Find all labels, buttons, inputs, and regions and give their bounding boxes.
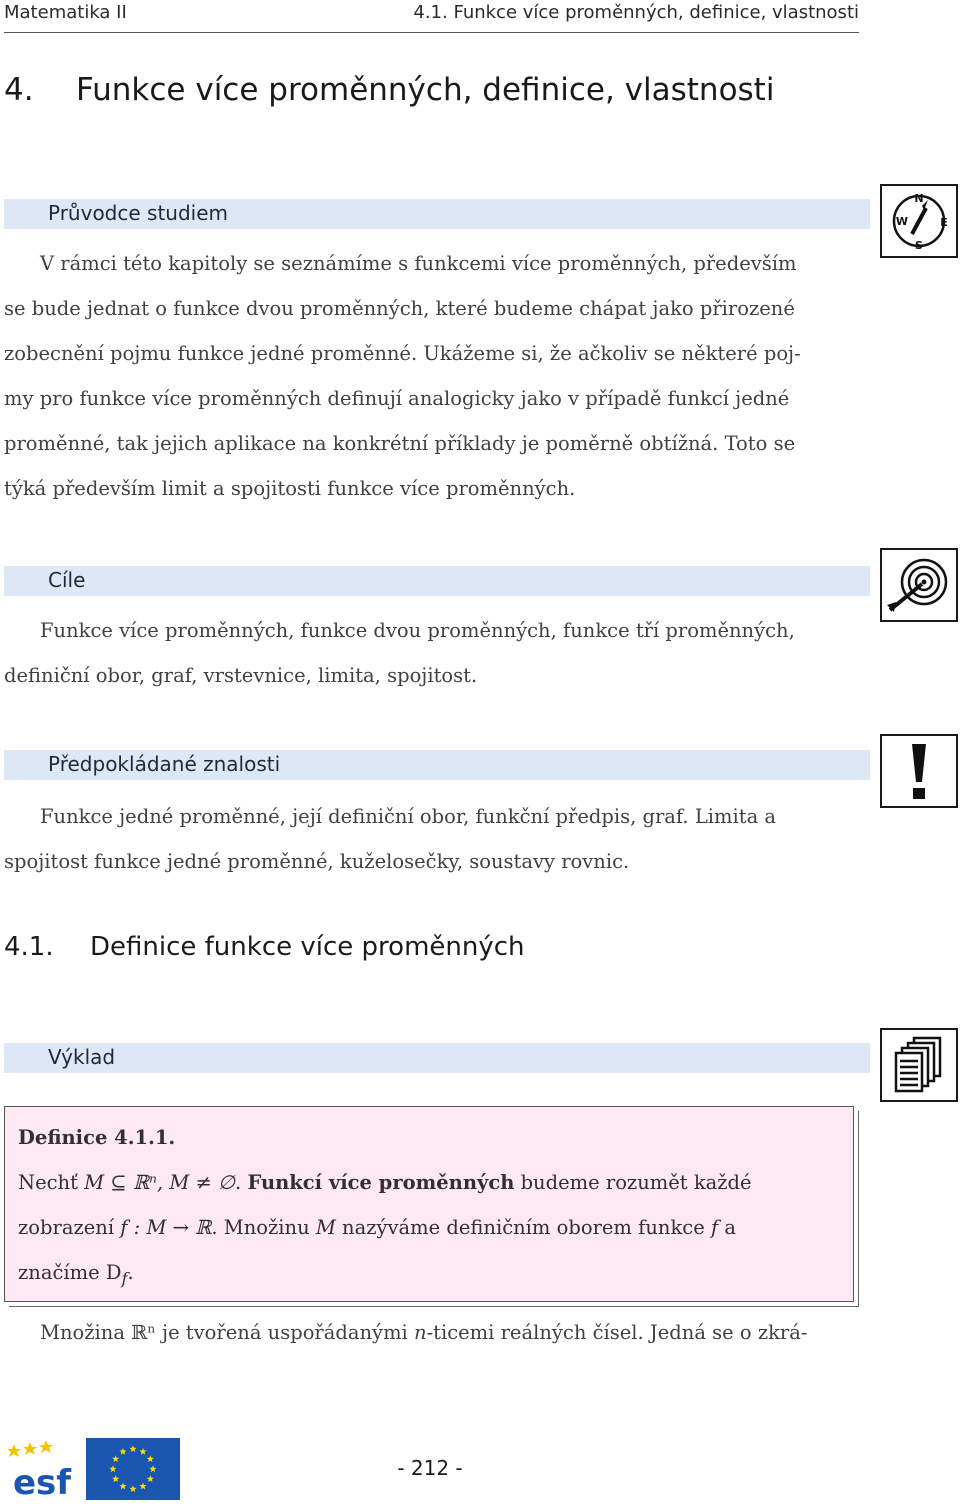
running-header-left: Matematika II xyxy=(4,2,127,23)
pruvodce-line: my pro funkce více proměnných definují analogicky jako v případě funkcí jedné xyxy=(4,387,790,410)
svg-text:E: E xyxy=(940,216,948,229)
pruvodce-line: zobecnění pojmu funkce jedné proměnné. Ukážeme si, že ačkoliv se některé poj- xyxy=(4,342,801,365)
definition-text: Nechť xyxy=(18,1171,85,1194)
section-number: 4.1. xyxy=(4,932,54,962)
definition-term: Funkcí více proměnných xyxy=(247,1171,515,1194)
cile-line: Funkce více proměnných, funkce dvou proměnných, funkce tří proměnných, xyxy=(40,619,795,642)
eu-star xyxy=(129,1445,136,1452)
pruvodce-line: týká především limit a spojitosti funkce více proměnných. xyxy=(4,477,576,500)
definition-math: M xyxy=(315,1216,336,1239)
body-text: je tvořená uspořádanými xyxy=(155,1321,414,1344)
definition-math: f : M → ℝ xyxy=(120,1216,212,1239)
znalosti-band xyxy=(4,750,870,780)
definition-line xyxy=(18,1250,848,1301)
definition-text: zobrazení xyxy=(18,1216,121,1239)
pruvodce-title: Průvodce studiem xyxy=(48,201,229,225)
esf-logo-text: esf xyxy=(12,1463,72,1500)
definition-title: Definice 4.1.1. xyxy=(18,1126,176,1149)
eu-star xyxy=(112,1475,119,1482)
body-text: -ticemi reálných čísel. Jedná se o zkrá- xyxy=(426,1321,808,1344)
target-icon xyxy=(880,548,958,622)
definition-text: . xyxy=(235,1171,248,1194)
exclamation-icon xyxy=(880,734,958,808)
after-definition-line xyxy=(4,1310,860,1355)
chapter-heading xyxy=(4,72,774,108)
eu-star xyxy=(149,1465,156,1472)
definition-text: budeme rozumět každé xyxy=(514,1171,752,1194)
pruvodce-line: proměnné, tak jejich aplikace na konkrétní příklady je poměrně obtížná. Toto se xyxy=(4,432,796,455)
documents-icon xyxy=(880,1028,958,1102)
eu-star xyxy=(119,1448,126,1455)
esf-logo xyxy=(4,1438,80,1500)
definition-line xyxy=(18,1160,848,1205)
cile-line: definiční obor, graf, vrstevnice, limita, spojitost. xyxy=(4,664,478,687)
definition-math: M ⊆ ℝⁿ, M ≠ ∅ xyxy=(84,1171,236,1194)
body-text: Množina xyxy=(40,1321,132,1344)
vyklad-band xyxy=(4,1043,870,1073)
definition-text: . xyxy=(127,1261,134,1284)
pruvodce-line: se bude jednat o funkce dvou proměnných, které budeme chápat jako přirozené xyxy=(4,297,795,320)
page-number: - 212 - xyxy=(397,1456,463,1480)
svg-text:W: W xyxy=(895,215,909,228)
definition-text: a xyxy=(718,1216,736,1239)
eu-star xyxy=(112,1455,119,1462)
eu-star xyxy=(129,1485,136,1492)
znalosti-line: spojitost funkce jedné proměnné, kuželosečky, soustavy rovnic. xyxy=(4,850,630,873)
section-heading xyxy=(4,932,525,962)
after-definition-text xyxy=(4,1310,860,1355)
section-title: Definice funkce více proměnných xyxy=(90,932,525,962)
definition-math: f xyxy=(710,1216,719,1239)
pruvodce-band xyxy=(4,199,870,229)
svg-text:N: N xyxy=(914,192,924,205)
eu-star xyxy=(147,1455,154,1462)
chapter-number: 4. xyxy=(4,72,34,108)
definition-math: D xyxy=(105,1261,122,1284)
cile-band xyxy=(4,566,870,596)
cile-text xyxy=(4,608,860,698)
body-math: n xyxy=(414,1321,427,1344)
definition-subscript: f xyxy=(121,1268,128,1288)
definition-box xyxy=(4,1106,854,1302)
znalosti-text xyxy=(4,794,860,884)
vyklad-title: Výklad xyxy=(48,1045,116,1069)
eu-star xyxy=(119,1483,126,1490)
eu-star xyxy=(139,1448,146,1455)
definition-text: nazýváme definičním oborem funkce xyxy=(335,1216,711,1239)
eu-star xyxy=(109,1465,116,1472)
pruvodce-line: V rámci této kapitoly se seznámíme s funkcemi více proměnných, především xyxy=(40,252,797,275)
eu-star xyxy=(139,1483,146,1490)
definition-text: . Množinu xyxy=(211,1216,316,1239)
znalosti-title: Předpokládané znalosti xyxy=(48,752,281,776)
body-math: ℝⁿ xyxy=(131,1321,156,1344)
eu-star xyxy=(147,1475,154,1482)
running-header xyxy=(4,0,859,33)
cile-title: Cíle xyxy=(48,568,86,592)
chapter-title: Funkce více proměnných, definice, vlastnosti xyxy=(76,72,775,108)
running-header-right: 4.1. Funkce více proměnných, definice, vlastnosti xyxy=(413,2,859,23)
svg-text:S: S xyxy=(915,239,923,252)
eu-flag xyxy=(86,1438,180,1500)
compass-icon xyxy=(880,184,958,258)
definition-line xyxy=(18,1205,848,1250)
pruvodce-text xyxy=(4,241,860,511)
definition-text: značíme xyxy=(18,1261,106,1284)
znalosti-line: Funkce jedné proměnné, její definiční obor, funkční předpis, graf. Limita a xyxy=(40,805,777,828)
